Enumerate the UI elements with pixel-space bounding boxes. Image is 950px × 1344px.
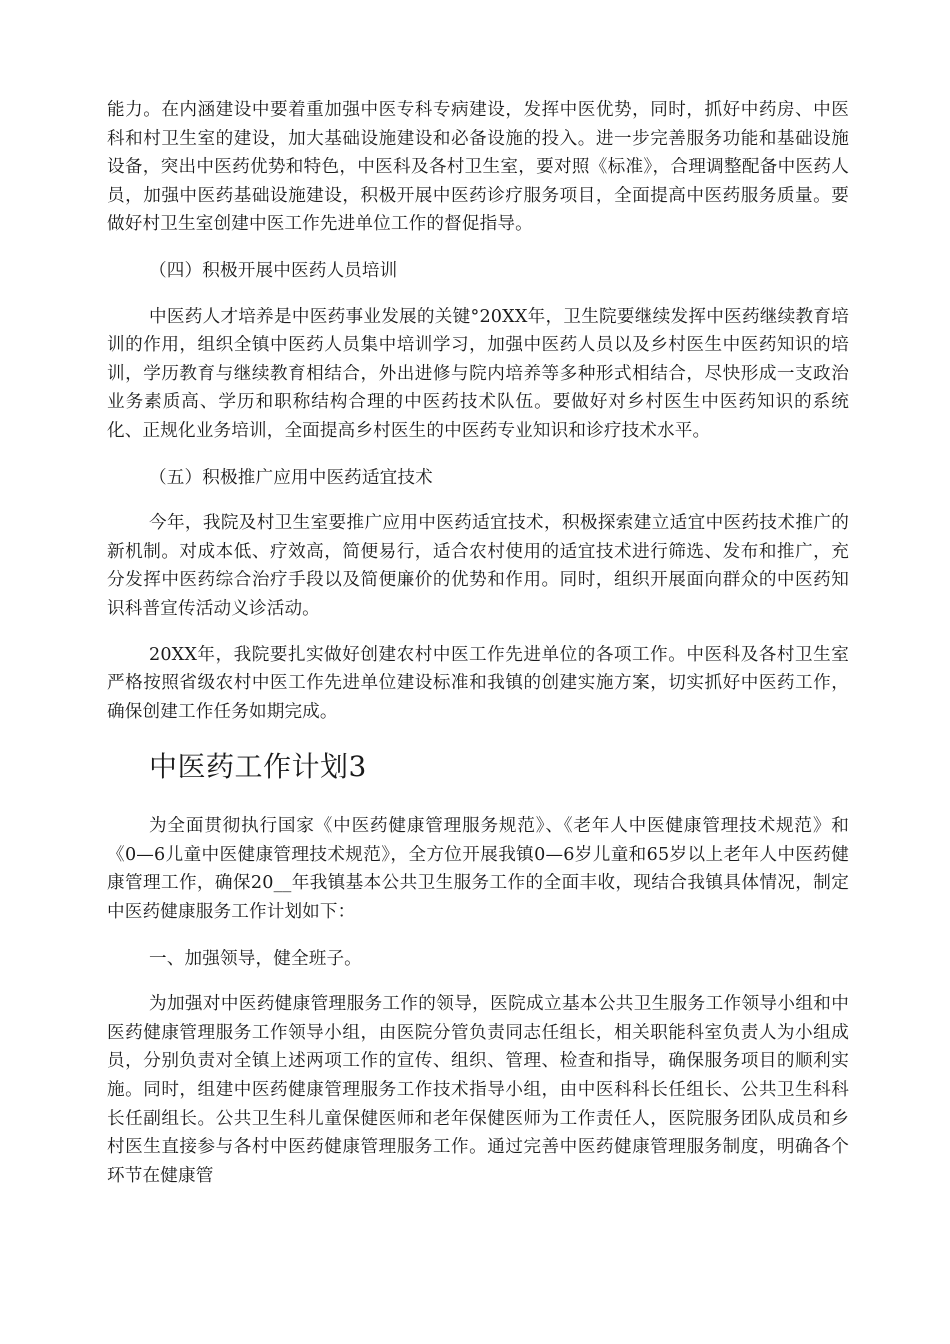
subsection-heading: （五）积极推广应用中医药适宜技术 [149,467,433,488]
body-paragraph: 中医药人才培养是中医药事业发展的关键°20XX年，卫生院要继续发挥中医药继续教育培训的作用，组织全镇中医药人员集中培训学习，加强中医药人员以及乡村医生中医药知识的培训，学历教育与继续教育相结合，外出进修与院内培养等多种形式相结合，尽快形成一支政治业务素质高、学历和职称结构合理的中医药技术队伍。要做好对乡村医生中医药知识的系统化、正规化业务培训，全面提高乡村医生的中医药专业知识和诊疗技术水平。 [107,306,849,441]
body-paragraph: 为加强对中医药健康管理服务工作的领导，医院成立基本公共卫生服务工作领导小组和中医药健康管理服务工作领导小组，由医院分管负责同志任组长，相关职能科室负责人为小组成员，分别负责对全镇上述两项工作的宣传、组织、管理、检查和指导，确保服务项目的顺利实施。同时，组建中医药健康管理服务工作技术指导小组，由中医科科长任组长、公共卫生科科长任副组长。公共卫生科儿童保健医师和老年保健医师为工作责任人，医院服务团队成员和乡村医生直接参与各村中医药健康管理服务工作。通过完善中医药健康管理服务制度，明确各个环节在健康管 [107,994,849,1186]
document-page [107,96,849,1190]
body-paragraph: 20XX年，我院要扎实做好创建农村中医工作先进单位的各项工作。中医科及各村卫生室严格按照省级农村中医工作先进单位建设标准和我镇的创建实施方案，切实抓好中医药工作，确保创建工作任务如期完成。 [107,644,849,722]
body-paragraph: 为全面贯彻执行国家《中医药健康管理服务规范》、《老年人中医健康管理技术规范》和《0—6儿童中医健康管理技术规范》，全方位开展我镇0—6岁儿童和65岁以上老年人中医药健康管理工作，确保20__年我镇基本公共卫生服务工作的全面丰收，现结合我镇具体情况，制定中医药健康服务工作计划如下： [107,816,849,923]
section-title: 中医药工作计划3 [149,750,367,784]
subsection-heading: （四）积极开展中医药人员培训 [149,260,398,281]
numbered-heading: 一、加强领导，健全班子。 [149,948,362,969]
body-paragraph: 今年，我院及村卫生室要推广应用中医药适宜技术，积极探索建立适宜中医药技术推广的新机制。对成本低、疗效高，简便易行，适合农村使用的适宜技术进行筛选、发布和推广，充分发挥中医药综合治疗手段以及简便廉价的优势和作用。同时，组织开展面向群众的中医药知识科普宣传活动义诊活动。 [107,513,849,619]
body-paragraph: 能力。在内涵建设中要着重加强中医专科专病建设，发挥中医优势，同时，抓好中药房、中医科和村卫生室的建设，加大基础设施建设和必备设施的投入。进一步完善服务功能和基础设施设备，突出中医药优势和特色，中医科及各村卫生室，要对照《标准》，合理调整配备中医药人员，加强中医药基础设施建设，积极开展中医药诊疗服务项目，全面提高中医药服务质量。要做好村卫生室创建中医工作先进单位工作的督促指导。 [107,100,849,235]
